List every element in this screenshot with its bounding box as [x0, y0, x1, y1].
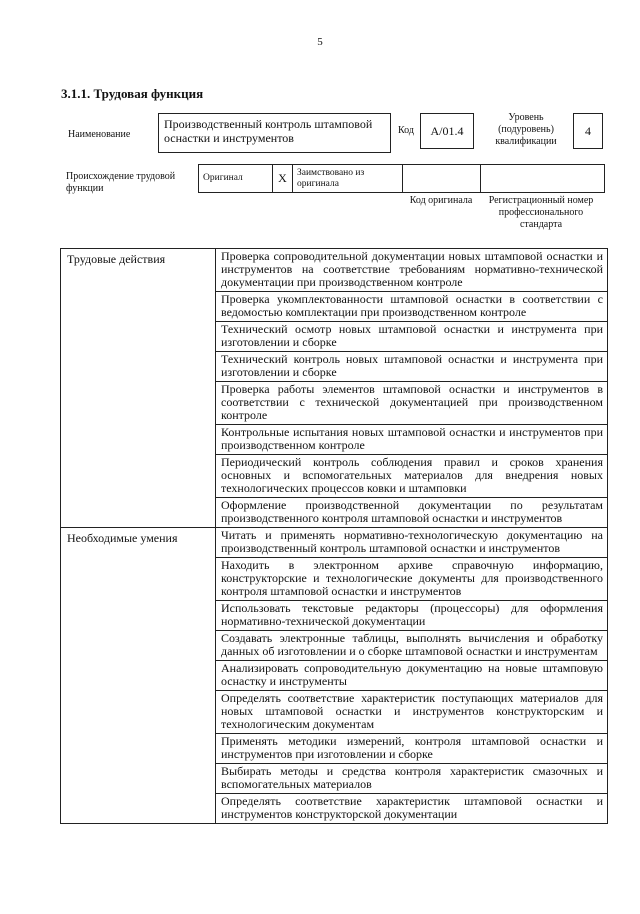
table-cell-item: Определять соответствие характеристик поступающих материалов для новых штамповой оснастки и инструментов конструкторским и технологическим документам: [216, 691, 608, 734]
reg-number-cell: [481, 165, 605, 193]
table-row: [61, 249, 608, 292]
group-label: Трудовые действия: [61, 249, 216, 528]
table-cell-item: Периодический контроль соблюдения правил и сроков хранения основных и вспомогательных материалов для внедрения новых технологических процессов ковки и штамповки: [216, 455, 608, 498]
code-label: Код: [398, 125, 414, 136]
table-row: [61, 528, 608, 558]
table-cell-item: Читать и применять нормативно-технологическую документацию на производственный контроль штамповой оснастки и инструментов: [216, 528, 608, 558]
table-cell-item: Оформление производственной документации по результатам производственного контроля штамповой оснастки и инструментов: [216, 498, 608, 528]
reg-number-label: Регистрационный номер профессионального стандарта: [488, 195, 594, 230]
table-cell-item: Проверка сопроводительной документации новых штамповой оснастки и инструментов на соответствие требованиям нормативно-технической документации при производственном контроле: [216, 249, 608, 292]
origin-label: Происхождение трудовой функции: [66, 171, 176, 194]
page-number: 5: [317, 36, 323, 48]
table-cell-item: Определять соответствие характеристик штамповой оснастки и инструментов конструкторской документации: [216, 794, 608, 824]
function-code-value: А/01.4: [420, 113, 474, 149]
table-cell-item: Находить в электронном архиве справочную информацию, конструкторские и технологические документы для производственного контроля штамповой оснастки и инструментов: [216, 558, 608, 601]
qualification-level-label: Уровень (подуровень) квалификации: [495, 112, 557, 147]
original-mark: X: [273, 165, 293, 193]
table-cell-item: Создавать электронные таблицы, выполнять вычисления и обработку данных об изготовлении и о сборке штамповой оснастки и инструментам: [216, 631, 608, 661]
table-cell-item: Выбирать методы и средства контроля характеристик смазочных и вспомогательных материалов: [216, 764, 608, 794]
original-code-cell: [403, 165, 481, 193]
original-label: Оригинал: [199, 165, 273, 193]
table-cell-item: Применять методики измерений, контроля штамповой оснастки и инструментов при изготовлении и сборке: [216, 734, 608, 764]
function-details-table: [60, 248, 608, 824]
table-cell-item: Анализировать сопроводительную документацию на новые штамповую оснастку и инструменты: [216, 661, 608, 691]
section-title: 3.1.1. Трудовая функция: [61, 86, 204, 101]
function-name-value: Производственный контроль штамповой оснастки и инструментов: [158, 113, 391, 153]
qualification-level-value: 4: [573, 113, 603, 149]
table-cell-item: Технический контроль новых штамповой оснастки и инструмента при изготовлении и сборке: [216, 352, 608, 382]
origin-table: [198, 164, 605, 193]
table-cell-item: Контрольные испытания новых штамповой оснастки и инструментов при производственном контроле: [216, 425, 608, 455]
name-label: Наименование: [68, 129, 131, 140]
table-cell-item: Технический осмотр новых штамповой оснастки и инструмента при изготовлении и сборке: [216, 322, 608, 352]
borrowed-label: Заимствовано из оригинала: [293, 165, 403, 193]
table-cell-item: Проверка работы элементов штамповой оснастки и инструментов в соответствии с технической документацией при производственном контроле: [216, 382, 608, 425]
code-original-label: Код оригинала: [409, 195, 473, 206]
group-label: Необходимые умения: [61, 528, 216, 824]
table-cell-item: Проверка укомплектованности штамповой оснастки в соответствии с ведомостью комплектации при производственном контроле: [216, 292, 608, 322]
table-cell-item: Использовать текстовые редакторы (процессоры) для оформления нормативно-технической документации: [216, 601, 608, 631]
